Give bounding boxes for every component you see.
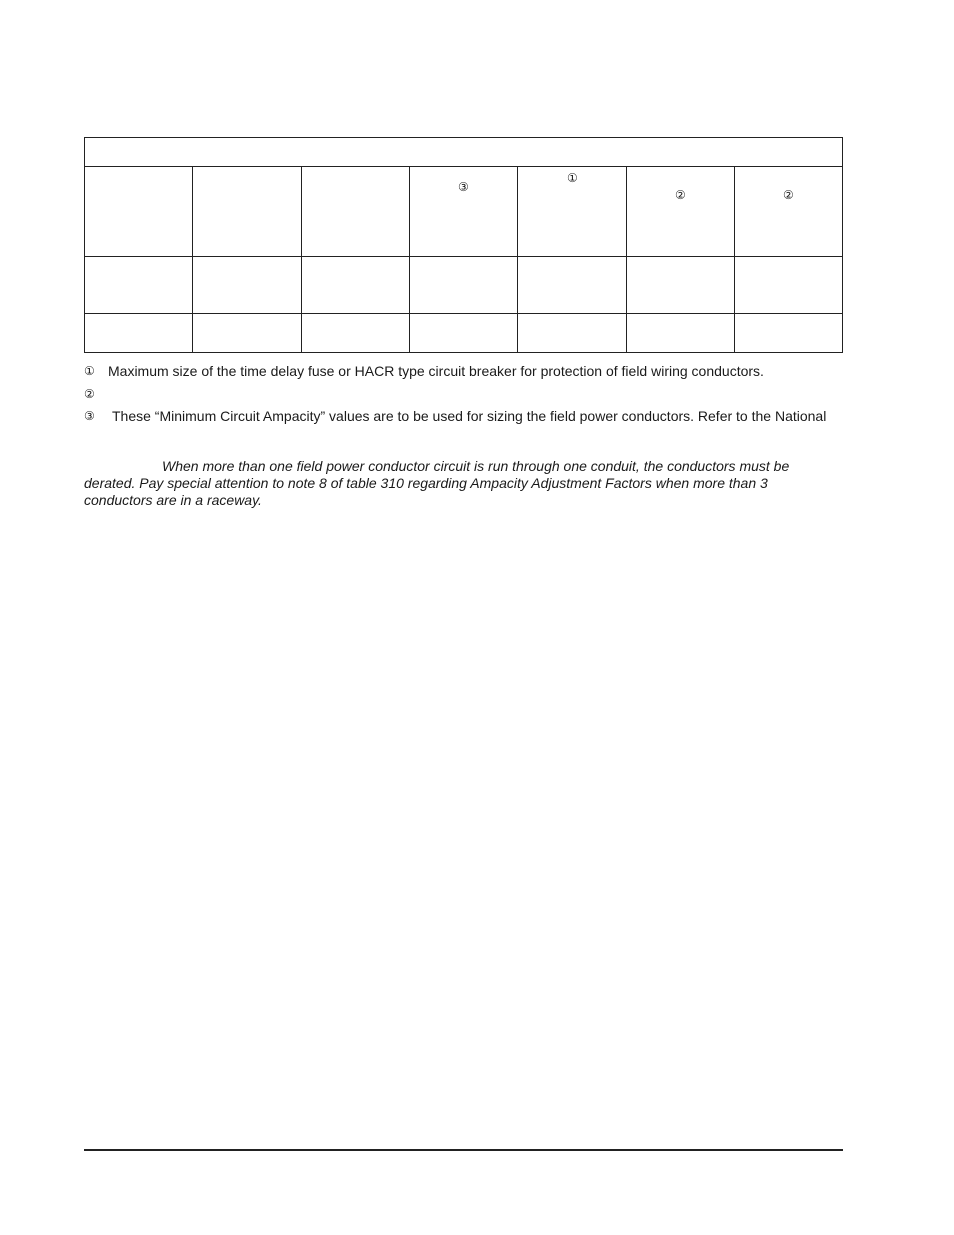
- header-footnote-mark: ②: [675, 188, 686, 202]
- conduit-derating-note: [84, 458, 824, 509]
- column-divider: [409, 166, 410, 352]
- header-footnote-mark: ③: [458, 180, 469, 194]
- table-title-row: [85, 138, 842, 167]
- row-divider: [85, 313, 842, 314]
- column-divider: [626, 166, 627, 352]
- footnote-text: These “Minimum Circuit Ampacity” values are to be used for sizing the field power conductors. Refer to the National: [112, 408, 827, 424]
- header-footnote-mark: ②: [783, 188, 794, 202]
- column-divider: [301, 166, 302, 352]
- column-divider: [734, 166, 735, 352]
- footnote-mark: ①: [84, 364, 95, 378]
- note-text: When more than one field power conductor circuit is run through one conduit, the conductors must be derated. Pay special attention to note 8 of table 310 regarding Ampacity Adjustment Factors when more than 3 conductors are in a raceway.: [84, 458, 790, 508]
- row-divider: [85, 256, 842, 257]
- footer-rule: [84, 1149, 843, 1151]
- column-divider: [192, 166, 193, 352]
- column-divider: [517, 166, 518, 352]
- footnote-mark: ③: [84, 409, 95, 423]
- footnote-mark: ②: [84, 387, 95, 401]
- electrical-specifications-table: [84, 137, 843, 353]
- header-footnote-mark: ①: [567, 171, 578, 185]
- footnote-text: Maximum size of the time delay fuse or HACR type circuit breaker for protection of field wiring conductors.: [108, 363, 764, 379]
